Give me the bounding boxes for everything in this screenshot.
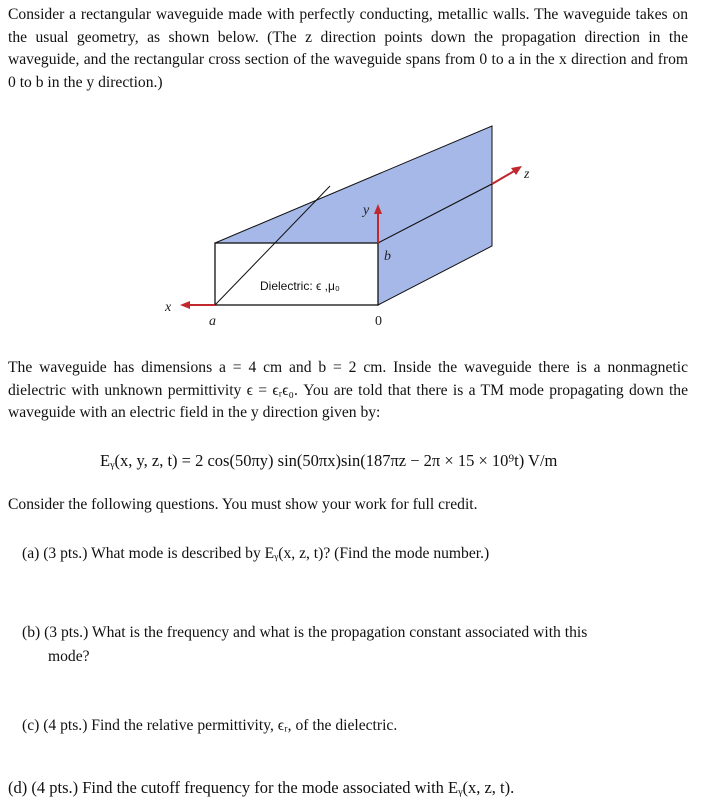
origin-label: 0: [375, 314, 382, 329]
axis-z-label: z: [524, 167, 530, 182]
waveguide-front-face: [215, 243, 378, 305]
axis-x-label: x: [165, 300, 172, 315]
waveguide-diagram: [150, 118, 560, 333]
question-b: [22, 621, 706, 669]
questions-intro: Consider the following questions. You must show your work for full credit.: [8, 496, 478, 513]
dimension-a-label: a: [209, 314, 216, 329]
x-axis-arrowhead: [180, 301, 190, 309]
field-equation: Eᵧ(x, y, z, t) = 2 cos(50πy) sin(50πx)sin(187πz − 2π × 15 × 10⁹t) V/m: [100, 451, 558, 470]
dimension-b-label: b: [384, 249, 391, 264]
question-d: (d) (4 pts.) Find the cutoff frequency for the mode associated with Eᵧ(x, z, t).: [8, 778, 515, 797]
question-b-line2: mode?: [48, 648, 90, 665]
dielectric-label: Dielectric: ϵ ,μ₀: [260, 279, 340, 293]
intro-paragraph: Consider a rectangular waveguide made with perfectly conducting, metallic walls. The waveguide takes on the usual geometry, as shown below. (The z direction points down the propagation direction in the waveguide, and the rectangular cross section of the waveguide spans from 0 to a in the x direction and from 0 to b in the y direction.): [8, 6, 688, 91]
z-axis-arrowhead: [511, 166, 522, 175]
dimensions-paragraph: The waveguide has dimensions a = 4 cm and b = 2 cm. Inside the waveguide there is a nonmagnetic dielectric with unknown permittivity ϵ = ϵᵣϵ₀. You are told that there is a TM mode propagating down the waveguide with an electric field in the y direction given by:: [8, 359, 688, 421]
question-a: (a) (3 pts.) What mode is described by Eᵧ(x, z, t)? (Find the mode number.): [22, 545, 490, 562]
question-c: (c) (4 pts.) Find the relative permittivity, ϵᵣ, of the dielectric.: [22, 717, 398, 734]
axis-y-label: y: [363, 203, 370, 218]
z-axis-arrow: [492, 170, 516, 184]
question-b-line1: (b) (3 pts.) What is the frequency and what is the propagation constant associated with this: [22, 624, 588, 641]
